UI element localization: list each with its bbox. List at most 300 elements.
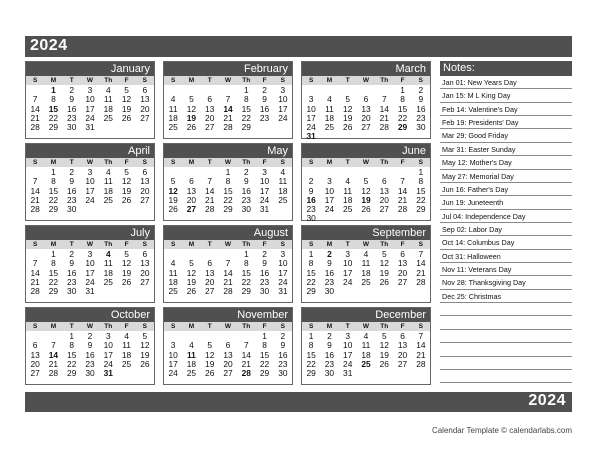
day-cell: 12 <box>140 340 150 351</box>
weekday-label: S <box>170 77 176 84</box>
day-cell: 13 <box>223 349 233 360</box>
day-cell: 24 <box>168 368 178 379</box>
day-cell: 14 <box>416 258 426 269</box>
day-cell: 26 <box>379 276 389 287</box>
day-cell: 12 <box>121 94 132 105</box>
day-cell: 4 <box>363 249 369 259</box>
weekday-label: Th <box>242 159 251 166</box>
day-cell: 29 <box>306 286 316 297</box>
day-cell: 25 <box>278 194 288 205</box>
day-cell: 1 <box>243 85 249 95</box>
day-cell: 8 <box>225 176 231 187</box>
day-cell: 14 <box>397 185 408 196</box>
day-cell: 5 <box>124 167 129 177</box>
day-cell: 5 <box>363 176 369 187</box>
month-april <box>25 143 155 221</box>
day-cell: 8 <box>69 340 75 351</box>
day-cell: 2 <box>69 249 75 259</box>
day-cell: 28 <box>379 122 389 133</box>
day-cell: 19 <box>121 267 132 278</box>
day-cell: 23 <box>324 358 335 369</box>
day-cell: 1 <box>51 249 56 259</box>
weekday-label: Th <box>104 241 113 248</box>
day-cell: 6 <box>400 249 405 259</box>
weekday-label: Th <box>380 77 389 84</box>
day-cell: 26 <box>121 194 132 205</box>
day-cell: 21 <box>48 358 59 369</box>
weekday-label: S <box>170 241 176 248</box>
day-cell: 24 <box>306 122 316 133</box>
day-cell: 21 <box>416 267 426 278</box>
weekday-label: W <box>86 159 94 166</box>
month-august <box>163 225 293 303</box>
day-cell: 7 <box>418 249 424 259</box>
day-cell: 11 <box>361 340 371 351</box>
day-cell: 24 <box>324 204 335 215</box>
day-cell: 15 <box>306 349 316 360</box>
day-cell: 7 <box>243 340 249 351</box>
weekday-label: T <box>345 323 350 330</box>
day-cell: 12 <box>186 103 197 114</box>
day-cell: 7 <box>51 340 56 351</box>
day-grid <box>302 331 430 378</box>
weekday-label: M <box>188 241 195 248</box>
day-cell: 26 <box>343 122 353 133</box>
day-cell: 28 <box>223 122 233 133</box>
day-cell: 25 <box>168 122 178 133</box>
day-cell: 16 <box>324 267 335 278</box>
day-cell: 26 <box>205 368 215 379</box>
day-cell: 26 <box>140 358 150 369</box>
day-cell: 5 <box>345 94 351 105</box>
day-cell: 10 <box>278 94 288 105</box>
weekday-header <box>164 76 292 85</box>
weekday-label: W <box>362 77 370 84</box>
weekday-label: Th <box>104 77 113 84</box>
day-cell: 19 <box>361 194 371 205</box>
weekday-label: M <box>50 159 57 166</box>
day-cell: 13 <box>397 340 408 351</box>
notes-list <box>440 76 572 383</box>
day-cell: 30 <box>67 204 77 215</box>
day-cell: 6 <box>381 176 387 187</box>
day-cell: 23 <box>306 204 316 215</box>
month-march <box>301 61 431 142</box>
day-cell: 21 <box>223 112 233 123</box>
day-cell: 30 <box>85 368 95 379</box>
day-cell: 2 <box>327 249 332 259</box>
day-cell: 27 <box>397 358 408 369</box>
weekday-label: F <box>124 159 129 166</box>
month-december <box>301 307 431 385</box>
day-cell: 30 <box>416 122 426 133</box>
weekday-label: F <box>124 241 129 248</box>
day-cell: 13 <box>379 185 389 196</box>
month-name: October <box>26 308 154 322</box>
day-cell: 6 <box>363 94 369 105</box>
day-cell: 24 <box>343 358 353 369</box>
day-cell: 8 <box>418 176 424 187</box>
day-cell: 1 <box>225 167 231 177</box>
day-cell: 27 <box>205 286 215 297</box>
day-cell: 12 <box>343 103 353 114</box>
notes-panel <box>440 61 572 383</box>
day-cell: 30 <box>67 286 77 297</box>
weekday-label: Th <box>380 323 389 330</box>
weekday-label: F <box>124 77 129 84</box>
day-cell: 10 <box>278 258 288 269</box>
day-cell: 8 <box>243 258 249 269</box>
day-cell: 26 <box>121 112 132 123</box>
day-cell: 5 <box>142 331 148 341</box>
day-cell: 16 <box>67 103 77 114</box>
day-cell: 25 <box>121 358 132 369</box>
day-cell: 8 <box>308 340 314 351</box>
day-cell: 31 <box>85 122 95 133</box>
day-cell: 29 <box>259 368 270 379</box>
day-cell: 11 <box>103 94 113 105</box>
weekday-label: M <box>326 241 333 248</box>
day-cell: 23 <box>67 194 77 205</box>
day-cell: 11 <box>122 340 131 351</box>
weekday-header <box>164 240 292 249</box>
day-cell: 28 <box>205 204 215 215</box>
weekday-header <box>26 240 154 249</box>
weekday-label: T <box>69 241 74 248</box>
day-cell: 1 <box>262 331 267 341</box>
day-cell: 6 <box>32 340 38 351</box>
weekday-label: S <box>32 77 38 84</box>
month-name: July <box>26 226 154 240</box>
day-cell: 27 <box>30 368 40 379</box>
day-cell: 25 <box>103 112 113 123</box>
weekday-label: F <box>400 159 405 166</box>
day-cell: 25 <box>343 204 353 215</box>
weekday-label: M <box>50 77 57 84</box>
day-cell: 15 <box>67 349 77 360</box>
weekday-label: S <box>280 77 286 84</box>
weekday-label: F <box>400 323 405 330</box>
day-cell: 12 <box>121 176 132 187</box>
day-cell: 19 <box>379 349 389 360</box>
day-cell: 22 <box>259 358 270 369</box>
weekday-header <box>164 158 292 167</box>
day-cell: 20 <box>186 194 197 205</box>
day-cell: 23 <box>416 112 426 123</box>
day-cell: 11 <box>168 267 178 278</box>
weekday-label: T <box>207 77 212 84</box>
day-cell: 6 <box>142 249 148 259</box>
day-cell: 18 <box>103 185 113 196</box>
day-cell: 18 <box>121 349 132 360</box>
month-name: January <box>26 62 154 76</box>
day-cell: 6 <box>142 167 148 177</box>
day-cell: 16 <box>278 349 288 360</box>
day-cell: 10 <box>324 185 335 196</box>
day-cell: 22 <box>397 112 408 123</box>
day-cell: 17 <box>103 349 113 360</box>
day-cell: 24 <box>103 358 113 369</box>
day-cell: 14 <box>416 340 426 351</box>
day-cell: 27 <box>361 122 371 133</box>
day-cell: 3 <box>262 167 267 177</box>
day-cell: 10 <box>85 258 95 269</box>
weekday-label: S <box>280 323 286 330</box>
day-cell: 2 <box>243 167 249 177</box>
day-cell: 7 <box>400 176 405 187</box>
day-cell: 13 <box>205 103 215 114</box>
day-cell: 14 <box>241 349 251 360</box>
day-cell: 26 <box>121 276 132 287</box>
weekday-label: W <box>362 323 370 330</box>
day-cell: 11 <box>325 103 334 114</box>
day-cell: 5 <box>124 85 129 95</box>
day-cell: 21 <box>379 112 389 123</box>
day-cell: 29 <box>241 286 251 297</box>
month-may <box>163 143 293 221</box>
weekday-label: S <box>280 159 286 166</box>
weekday-header <box>26 322 154 331</box>
day-cell: 5 <box>189 94 194 105</box>
day-cell: 9 <box>69 94 75 105</box>
day-grid <box>26 85 154 132</box>
note-line: Jun 16: Father's Day <box>440 183 572 196</box>
day-cell: 16 <box>259 267 270 278</box>
day-cell: 28 <box>241 368 251 379</box>
day-cell: 30 <box>278 368 288 379</box>
day-cell: 28 <box>223 286 233 297</box>
day-cell: 21 <box>241 358 251 369</box>
day-cell: 9 <box>308 185 314 196</box>
day-cell: 7 <box>32 176 38 187</box>
day-cell: 19 <box>343 112 353 123</box>
day-cell: 23 <box>259 112 270 123</box>
day-cell: 5 <box>207 340 213 351</box>
day-cell: 14 <box>30 103 40 114</box>
weekday-label: M <box>326 77 333 84</box>
day-cell: 10 <box>168 349 178 360</box>
day-cell: 7 <box>32 258 38 269</box>
day-cell: 17 <box>168 358 178 369</box>
day-cell: 20 <box>140 267 150 278</box>
day-cell: 13 <box>140 94 150 105</box>
note-line: Jan 15: M L King Day <box>440 89 572 102</box>
note-line: Jun 19: Juneteenth <box>440 196 572 209</box>
day-cell: 14 <box>223 267 233 278</box>
day-cell: 16 <box>306 194 316 205</box>
month-november <box>163 307 293 385</box>
day-cell: 15 <box>259 349 270 360</box>
day-cell: 18 <box>361 267 371 278</box>
day-cell: 19 <box>140 349 150 360</box>
day-cell: 19 <box>205 358 215 369</box>
footer-year: 2024 <box>528 392 566 409</box>
weekday-label: W <box>362 159 370 166</box>
day-cell: 30 <box>324 368 335 379</box>
month-february <box>163 61 293 139</box>
day-cell: 2 <box>262 85 267 95</box>
day-cell: 23 <box>278 358 288 369</box>
day-cell: 17 <box>343 267 353 278</box>
day-cell: 27 <box>223 368 233 379</box>
day-cell: 12 <box>361 185 371 196</box>
day-cell: 11 <box>103 176 113 187</box>
weekday-label: S <box>308 159 314 166</box>
day-cell: 31 <box>306 131 316 142</box>
weekday-header <box>26 158 154 167</box>
day-cell: 30 <box>259 286 270 297</box>
day-cell: 7 <box>418 331 424 341</box>
day-cell: 14 <box>48 349 59 360</box>
note-line: Mar 29: Good Friday <box>440 129 572 142</box>
day-cell: 29 <box>416 204 426 215</box>
weekday-label: T <box>207 159 212 166</box>
day-cell: 26 <box>186 122 197 133</box>
day-cell: 11 <box>361 258 371 269</box>
day-cell: 27 <box>140 112 150 123</box>
day-cell: 2 <box>69 85 75 95</box>
day-cell: 3 <box>105 331 111 341</box>
weekday-label: F <box>262 77 267 84</box>
day-cell: 23 <box>241 194 251 205</box>
weekday-label: W <box>86 77 94 84</box>
year-header-bar <box>25 36 572 57</box>
day-cell: 28 <box>30 122 40 133</box>
weekday-label: Th <box>242 323 251 330</box>
day-cell: 8 <box>400 94 405 105</box>
day-cell: 24 <box>85 194 95 205</box>
day-cell: 6 <box>142 85 148 95</box>
note-line: Nov 11: Veterans Day <box>440 263 572 276</box>
day-cell: 3 <box>280 85 286 95</box>
day-cell: 8 <box>51 258 56 269</box>
weekday-label: S <box>170 323 176 330</box>
day-cell: 9 <box>280 340 286 351</box>
day-cell: 7 <box>207 176 213 187</box>
day-cell: 29 <box>67 368 77 379</box>
day-cell: 4 <box>170 94 176 105</box>
day-cell: 10 <box>259 176 270 187</box>
day-cell: 16 <box>241 185 251 196</box>
day-cell: 23 <box>85 358 95 369</box>
weekday-header <box>164 322 292 331</box>
note-line: Sep 02: Labor Day <box>440 223 572 236</box>
day-cell: 9 <box>243 176 249 187</box>
weekday-header <box>302 158 430 167</box>
weekday-label: M <box>326 159 333 166</box>
day-cell: 22 <box>48 194 59 205</box>
day-cell: 30 <box>67 122 77 133</box>
day-cell: 15 <box>416 185 426 196</box>
day-cell: 22 <box>416 194 426 205</box>
months-grid <box>25 61 435 387</box>
day-cell: 7 <box>381 94 387 105</box>
weekday-header <box>302 322 430 331</box>
note-line: Feb 19: Presidents' Day <box>440 116 572 129</box>
day-cell: 19 <box>121 103 132 114</box>
day-cell: 2 <box>69 167 75 177</box>
day-cell: 13 <box>140 258 150 269</box>
day-cell: 31 <box>259 204 270 215</box>
day-cell: 1 <box>69 331 75 341</box>
day-cell: 29 <box>241 122 251 133</box>
day-cell: 22 <box>48 276 59 287</box>
day-cell: 28 <box>397 204 408 215</box>
weekday-label: S <box>280 241 286 248</box>
day-cell: 22 <box>67 358 77 369</box>
day-cell: 25 <box>103 194 113 205</box>
day-cell: 14 <box>223 103 233 114</box>
day-cell: 3 <box>327 176 332 187</box>
day-grid <box>26 331 154 378</box>
day-cell: 3 <box>345 249 351 259</box>
day-cell: 24 <box>85 112 95 123</box>
day-cell: 8 <box>51 176 56 187</box>
month-name: August <box>164 226 292 240</box>
day-cell: 23 <box>67 276 77 287</box>
day-cell: 23 <box>259 276 270 287</box>
day-cell: 25 <box>361 276 371 287</box>
day-cell: 21 <box>416 349 426 360</box>
weekday-label: T <box>69 77 74 84</box>
day-cell: 26 <box>361 204 371 215</box>
month-name: April <box>26 144 154 158</box>
day-cell: 29 <box>48 122 59 133</box>
day-cell: 1 <box>308 249 314 259</box>
day-cell: 14 <box>379 103 389 114</box>
weekday-label: W <box>86 241 94 248</box>
day-cell: 3 <box>87 249 93 259</box>
weekday-label: S <box>418 323 424 330</box>
day-cell: 6 <box>207 258 213 269</box>
day-cell: 19 <box>121 185 132 196</box>
day-cell: 28 <box>30 286 40 297</box>
weekday-label: S <box>142 77 148 84</box>
day-cell: 3 <box>87 85 93 95</box>
day-cell: 1 <box>400 85 405 95</box>
day-cell: 27 <box>205 122 215 133</box>
day-grid <box>302 167 430 224</box>
day-cell: 1 <box>51 85 56 95</box>
day-cell: 24 <box>259 194 270 205</box>
day-cell: 1 <box>418 167 424 177</box>
day-cell: 27 <box>379 204 389 215</box>
day-cell: 17 <box>259 185 270 196</box>
day-cell: 16 <box>324 349 335 360</box>
day-cell: 28 <box>30 204 40 215</box>
note-line: May 12: Mother's Day <box>440 156 572 169</box>
day-cell: 13 <box>205 267 215 278</box>
day-cell: 19 <box>186 112 197 123</box>
day-cell: 9 <box>87 340 93 351</box>
weekday-label: Th <box>380 159 389 166</box>
weekday-label: F <box>124 323 129 330</box>
day-cell: 20 <box>140 103 150 114</box>
day-cell: 31 <box>343 368 353 379</box>
day-cell: 11 <box>168 103 178 114</box>
day-cell: 8 <box>243 94 249 105</box>
weekday-label: S <box>418 241 424 248</box>
day-cell: 4 <box>105 249 111 259</box>
day-cell: 5 <box>189 258 194 269</box>
month-name: June <box>302 144 430 158</box>
year-footer-bar <box>25 392 572 412</box>
day-cell: 5 <box>170 176 176 187</box>
day-grid <box>302 85 430 142</box>
month-name: March <box>302 62 430 76</box>
day-cell: 27 <box>186 204 197 215</box>
weekday-label: W <box>86 323 94 330</box>
